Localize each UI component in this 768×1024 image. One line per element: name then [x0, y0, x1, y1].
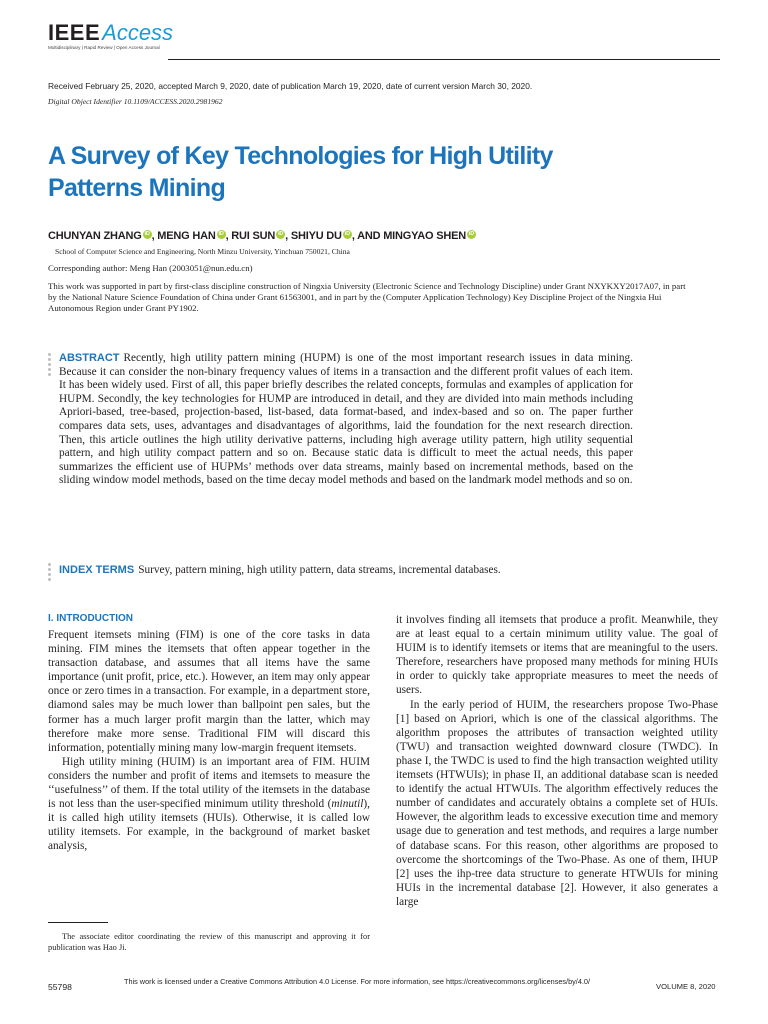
left-column [48, 628, 370, 854]
corresponding-author: Corresponding author: Meng Han (2003051@nun.edu.cn) [48, 263, 253, 273]
paragraph [48, 755, 370, 854]
title-line-2: Patterns Mining [48, 174, 226, 202]
index-terms-text: Survey, pattern mining, high utility pattern, data streams, incremental databases. [138, 564, 501, 576]
author-list [48, 230, 476, 242]
volume-label: VOLUME 8, 2020 [656, 982, 716, 991]
logo-tagline: Multidisciplinary | Rapid Review | Open Access Journal [48, 45, 160, 50]
affiliation: School of Computer Science and Engineering, North Minzu University, Yinchuan 750021, China [55, 247, 350, 256]
paragraph: In the early period of HUIM, the researchers propose Two-Phase [1] based on Apriori, which is one of the classical algorithms. The algorithm proposes the attributes of transaction weighted utility (TWU) and transaction weighted downward closure (TWDC). In phase I, the TWDC is used to find the high transaction weighted utility itemsets (HTWUIs); in phase II, an additional database scan is needed to identify the actual HTWUIs. The algorithm effectively reduces the number of candidates and accurately obtains a complete set of HUIs. However, the algorithm leads to excessive execution time and memory usage due to generation and test methods, and requires a large number of database scans. For this reason, other algorithms are proposed to overcome the shortcomings of the Two-Phase. As one of them, IHUP [2] uses the ihp-tree data structure to generate HTWUIs for mining HUIs in the incremental database [2]. However, it also generates a large [396, 698, 718, 908]
abstract [59, 352, 633, 488]
paragraph: Frequent itemsets mining (FIM) is one of the core tasks in data mining. FIM mines the itemsets that often appear together in the transaction database, and assumes that all items have the same importance (unit profit, price, etc.). However, an item may only appear once or zero times in a transaction. For example, in a department store, diamond sales may be much lower than ballpoint pen sales, but the former has a much larger profit margin than the latter, which may therefore make more sense. Traditional FIM will discard this information, potentially mining many low-margin frequent itemsets. [48, 629, 370, 754]
abstract-dots-icon [48, 353, 52, 378]
journal-logo [48, 20, 173, 46]
footnote-rule [48, 922, 108, 923]
received-dates: Received February 25, 2020, accepted March 9, 2020, date of publication March 19, 2020, date of current version March 30, 2020. [48, 81, 533, 91]
editor-footnote: The associate editor coordinating the review of this manuscript and approving it for publication was Hao Ji. [48, 932, 370, 952]
author-name: , SHIYU DU [285, 230, 342, 242]
license-notice[interactable]: This work is licensed under a Creative Commons Attribution 4.0 License. For more information, see https://creativecommons.org/licenses/by/4.0/ [124, 977, 590, 986]
index-terms [59, 563, 659, 577]
orcid-icon[interactable]: iD [468, 231, 475, 237]
paper-title [48, 140, 688, 204]
page-number: 55798 [48, 982, 72, 992]
title-line-1: A Survey of Key Technologies for High Utility [48, 142, 553, 170]
abstract-text: Recently, high utility pattern mining (HUPM) is one of the most important research issues in data mining. Because it can consider the non-binary frequency values of items in a transaction and the different profit values of each item. It has been widely used. First of all, this paper briefly describes the related concepts, formulas and examples of application for HUPM. Secondly, the key technologies for HUMP are introduced in detail, and they are divided into main methods including Apriori-based, tree-based, projection-based, list-based, data format-based, and index-based and so on. The paper further compares data sets, uses, advantages and disadvantages of algorithms, laid the foundation for the next research direction. Then, this article outlines the high utility derivative patterns, including high average utility pattern, high utility sequential pattern, and high utility compact pattern and so on. Because static data is difficult to meet the actual needs, this paper summarizes the efficient use of HUPMs’ methods over data streams, mainly based on incremental methods, based on the sliding window model methods, based on the time decay model methods and based on the landmark model methods and so on. [59, 352, 633, 487]
orcid-icon[interactable]: iD [344, 231, 350, 237]
logo-ieee-text: IEEE [48, 20, 101, 45]
section-heading: I. INTRODUCTION [48, 613, 133, 624]
right-column [396, 613, 718, 909]
funding-statement: This work was supported in part by first-class discipline construction of Ningxia University (Electronic Science and Technology Discipline) under Grant NXYKXY2017A07, in part by the National Nature Science Foundation of China under Grant 61563001, and in part by the (Computer Application Technology) Key Discipline Project of the Ningxia Hui Autonomous Region under Grant PY1902. [48, 281, 686, 313]
logo-access-text: Access [102, 20, 174, 45]
author-name: , RUI SUN [225, 230, 276, 242]
author-name: CHUNYAN ZHANG [48, 230, 142, 242]
paragraph: it involves finding all itemsets that produce a profit. Meanwhile, they are at least equal to a certain minimum utility value. The goal of HUIM is to identify itemsets or items that are meaningful to the users. Therefore, researchers have proposed many methods for mining HUIs in order to quickly take appropriate measures to meet the needs of users. [396, 614, 718, 697]
index-terms-dots-icon [48, 563, 52, 583]
paragraph-text: ), it is called high utility itemsets (HUIs). Otherwise, it is called low utility itemsets. For example, in the background of market basket analysis, [48, 798, 370, 853]
doi: Digital Object Identifier 10.1109/ACCESS.2020.2981962 [48, 97, 223, 106]
abstract-label: ABSTRACT [59, 352, 120, 364]
index-terms-label: INDEX TERMS [59, 564, 135, 576]
orcid-icon[interactable]: iD [144, 231, 150, 237]
author-name: , MENG HAN [151, 230, 216, 242]
author-name: , AND MINGYAO SHEN [351, 230, 466, 242]
paragraph-italic: minutil [331, 798, 364, 811]
paragraph-text: High utility mining (HUIM) is an important area of FIM. HUIM considers the number and profit of items and itemsets to measure the ‘‘usefulness’’ of them. If the total utility of the itemsets in the database is not less than the user-specified minimum utility threshold ( [48, 755, 370, 811]
header-rule [168, 59, 720, 60]
orcid-icon[interactable]: iD [218, 231, 224, 237]
orcid-icon[interactable]: iD [278, 231, 284, 237]
